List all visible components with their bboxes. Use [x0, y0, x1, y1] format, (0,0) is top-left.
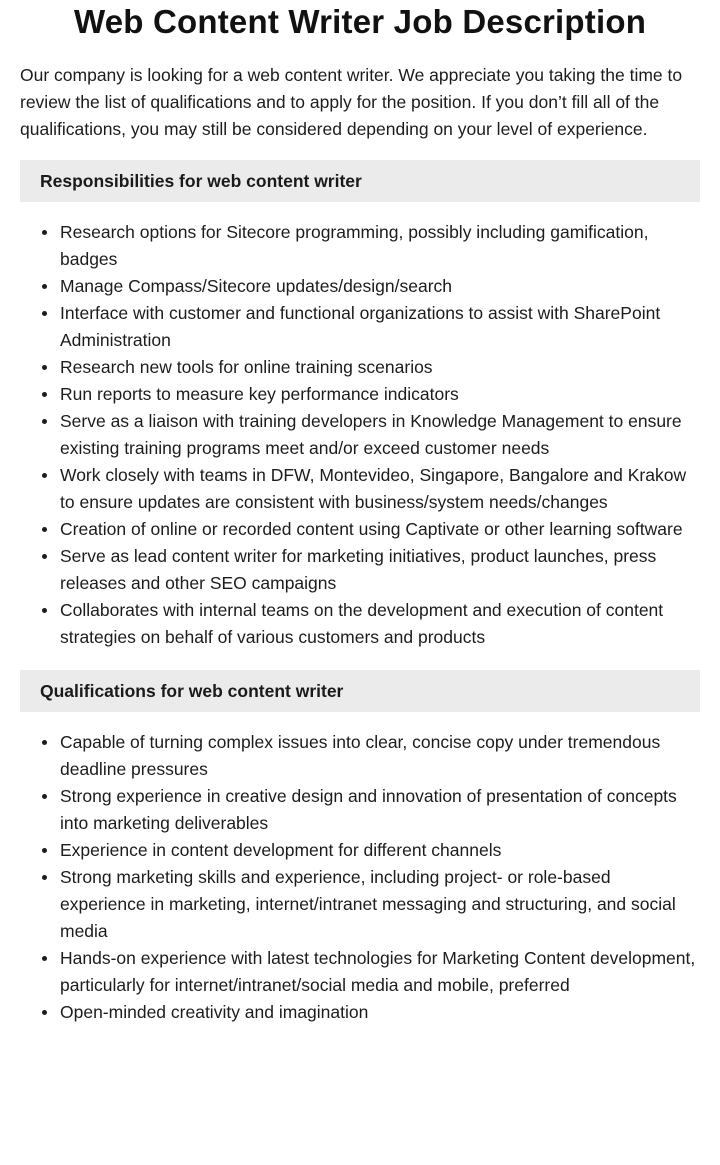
list-item: Serve as a liaison with training developers in Knowledge Management to ensure existing training programs meet and/or exceed customer needs [60, 408, 700, 462]
page-title: Web Content Writer Job Description [73, 3, 647, 40]
responsibilities-list [20, 219, 700, 651]
list-item: Work closely with teams in DFW, Montevideo, Singapore, Bangalore and Krakow to ensure updates are consistent with business/system needs/changes [60, 462, 700, 516]
list-item: Strong marketing skills and experience, including project- or role-based experience in marketing, internet/intranet messaging and structuring, and social media [60, 864, 700, 945]
qualifications-heading: Qualifications for web content writer [20, 670, 700, 712]
list-item: Collaborates with internal teams on the development and execution of content strategies on behalf of various customers and products [60, 597, 700, 651]
list-item: Manage Compass/Sitecore updates/design/search [60, 273, 700, 300]
list-item: Hands-on experience with latest technologies for Marketing Content development, particularly for internet/intranet/social media and mobile, preferred [60, 945, 700, 999]
list-item: Run reports to measure key performance indicators [60, 381, 700, 408]
list-item: Interface with customer and functional organizations to assist with SharePoint Administration [60, 300, 700, 354]
responsibilities-heading: Responsibilities for web content writer [20, 160, 700, 202]
list-item: Capable of turning complex issues into clear, concise copy under tremendous deadline pressures [60, 729, 700, 783]
list-item: Research new tools for online training scenarios [60, 354, 700, 381]
list-item: Strong experience in creative design and innovation of presentation of concepts into marketing deliverables [60, 783, 700, 837]
intro-paragraph: Our company is looking for a web content writer. We appreciate you taking the time to review the list of qualifications and to apply for the position. If you don’t fill all of the qualifications, you may still be considered depending on your level of experience. [20, 65, 683, 139]
list-item: Open-minded creativity and imagination [60, 999, 700, 1026]
list-item: Experience in content development for different channels [60, 837, 700, 864]
list-item: Serve as lead content writer for marketing initiatives, product launches, press releases and other SEO campaigns [60, 543, 700, 597]
list-item: Creation of online or recorded content using Captivate or other learning software [60, 516, 700, 543]
list-item: Research options for Sitecore programming, possibly including gamification, badges [60, 219, 700, 273]
qualifications-list [20, 729, 700, 1026]
